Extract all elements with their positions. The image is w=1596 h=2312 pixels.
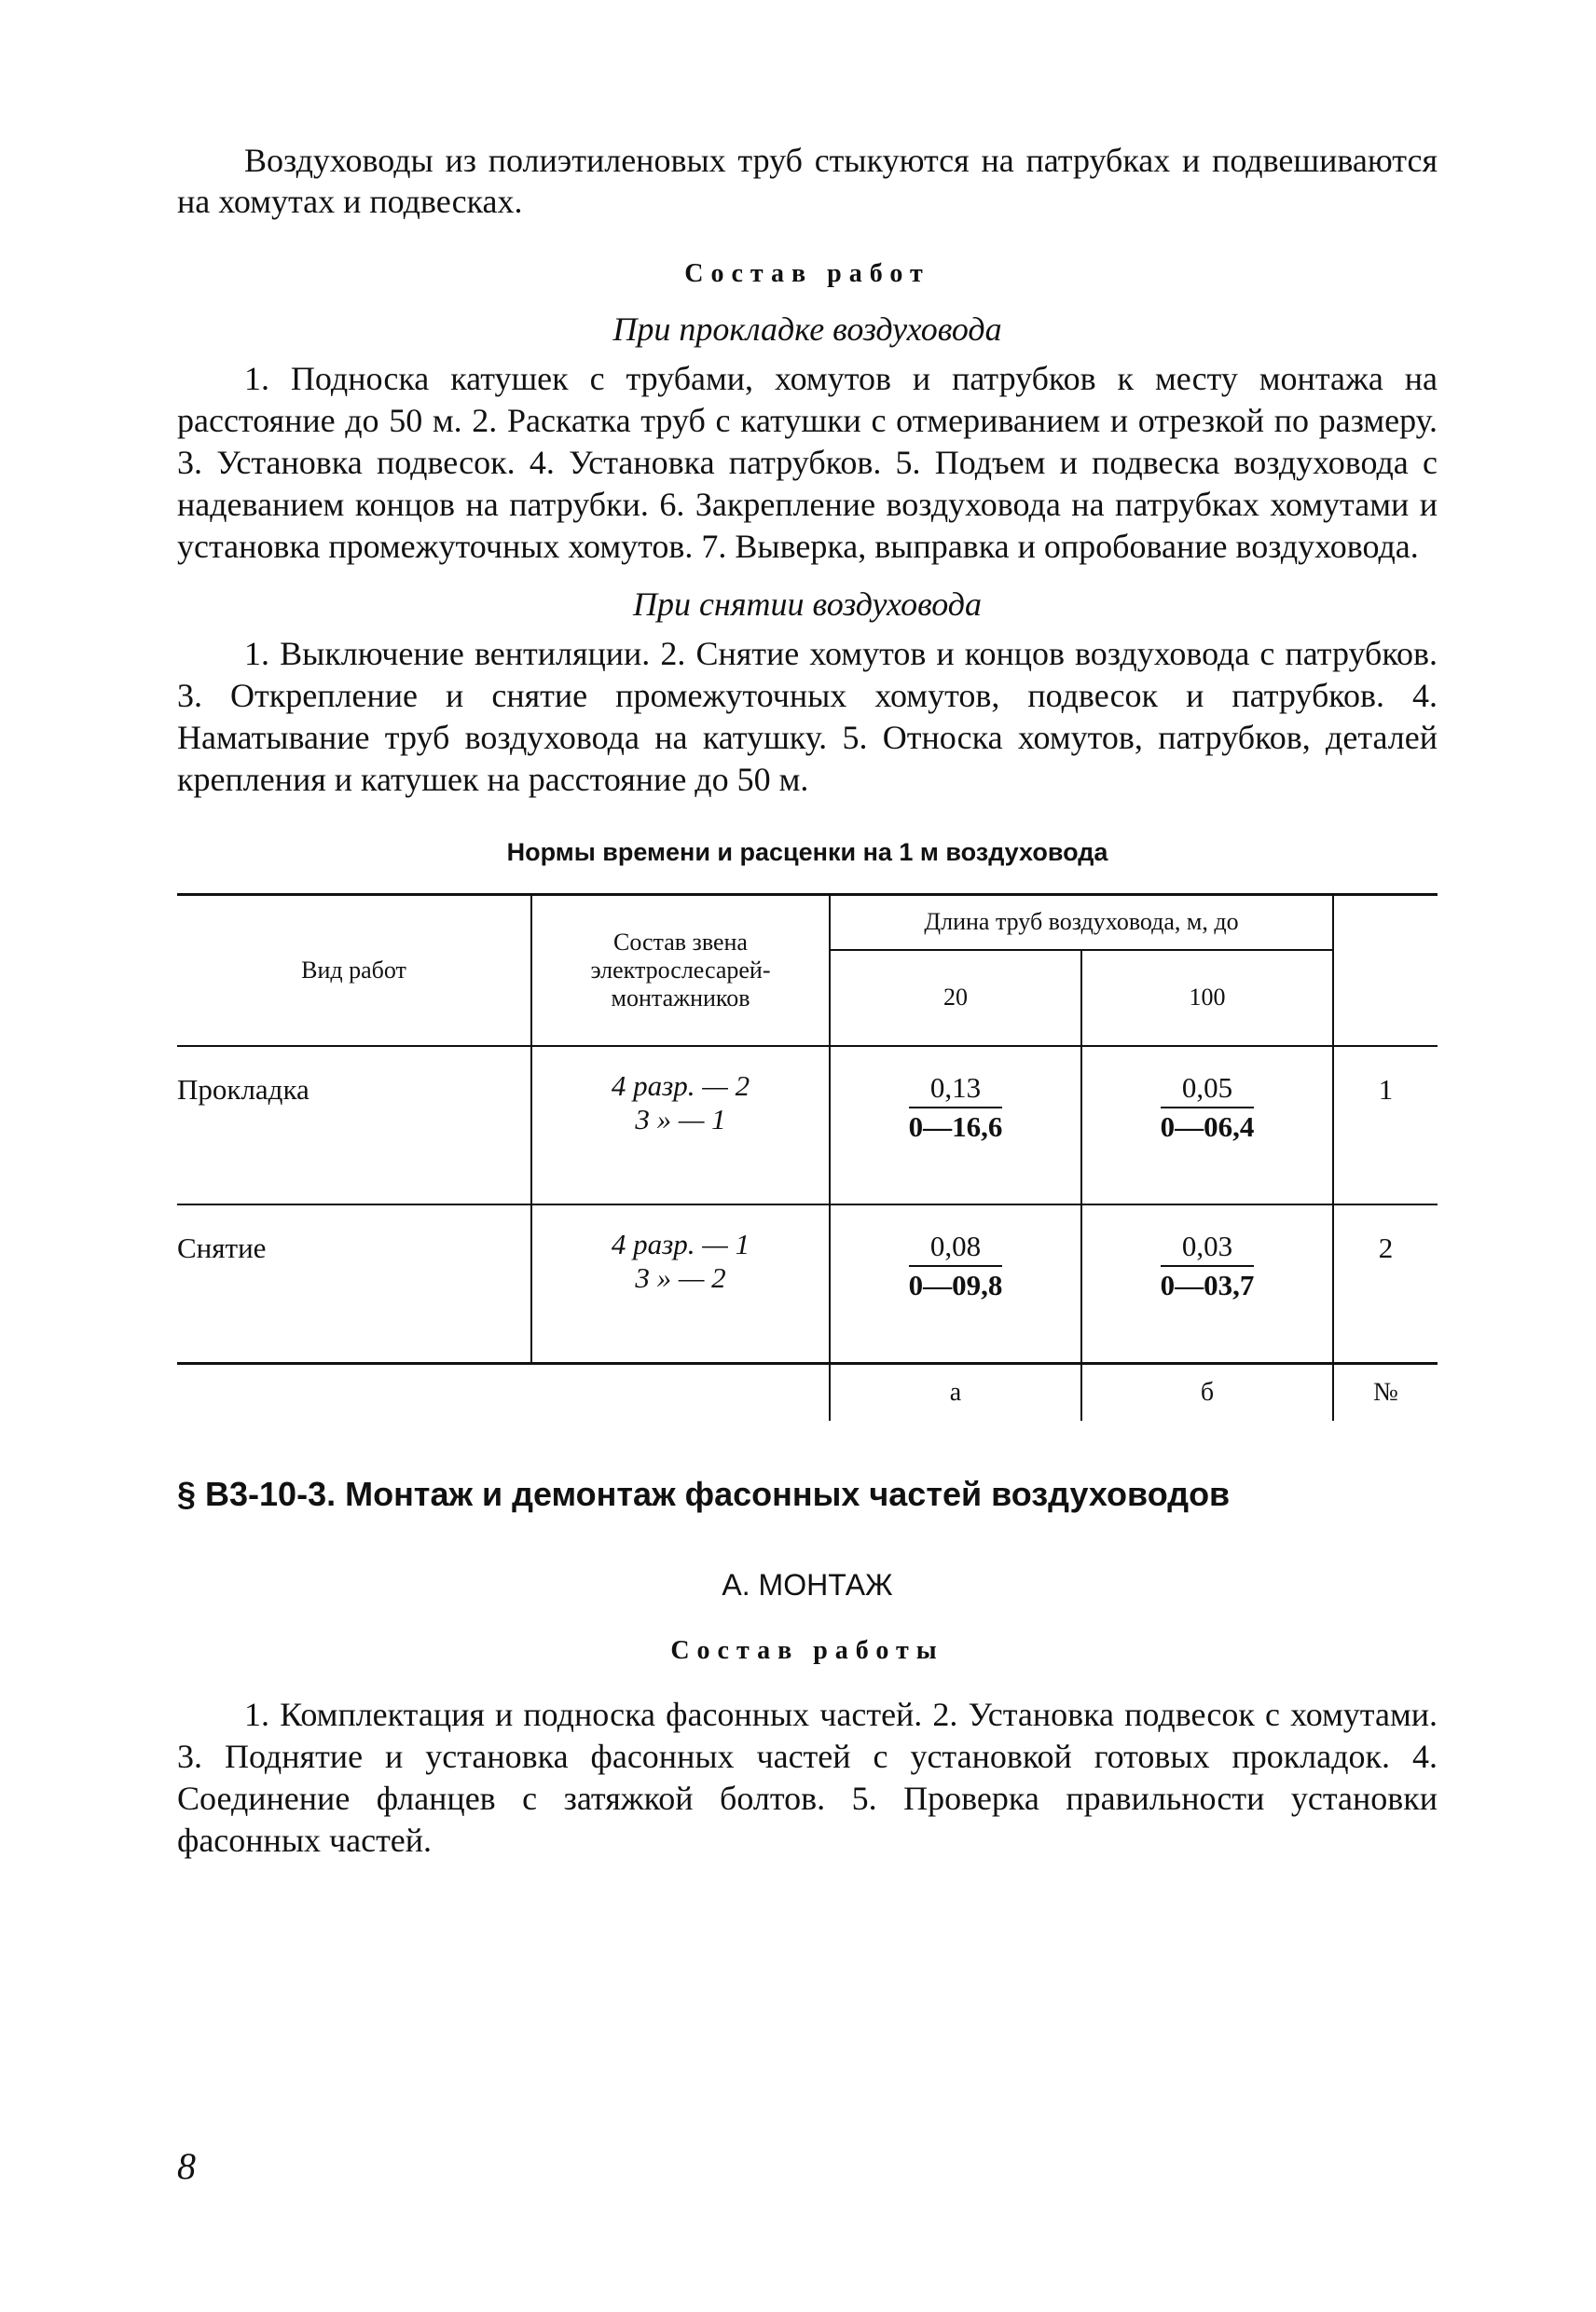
section-title: § В3-10-3. Монтаж и демонтаж фасонных частей воздуховодов [177, 1475, 1231, 1513]
laying-paragraph: 1. Подноска катушек с трубами, хомутов и патрубков к месту монтажа на расстояние до 50 м. 2. Раскатка труб с катушки с отмериванием и отрезкой по размеру. 3. Установка подвесок. 4. Установка патрубков. 5. Подъем и подвеска воздуховода с надеванием концов на патрубки. 6. Закрепление воздуховода на патрубках хомутами и установка промежуточных хомутов. 7. Выверка, выправка и опробование воздуховода. [177, 360, 1438, 565]
table-footer-row [177, 1364, 1438, 1422]
header-crew: Состав звена электрослесарей-монтажников [531, 895, 830, 1047]
row-number: 2 [1378, 1232, 1394, 1264]
table-caption: Нормы времени и расценки на 1 м воздуховода [506, 838, 1108, 866]
footer-col-number: № [1373, 1378, 1398, 1407]
crew-line: 3 » — 2 [635, 1261, 726, 1294]
removal-heading: При снятии воздуховода [632, 585, 983, 623]
intro-paragraph: Воздуховоды из полиэтиленовых труб стыкуются на патрубках и подвешиваются на хомутах и подвесках. [177, 142, 1438, 220]
row-value-20 [830, 1204, 1081, 1364]
time-norm: 0,03 [1161, 1230, 1255, 1267]
price-rate: 0—06,4 [1160, 1110, 1255, 1143]
row-value-100 [1081, 1046, 1333, 1204]
row-crew [531, 1046, 830, 1204]
price-rate: 0—03,7 [1160, 1269, 1255, 1301]
row-work-type: Снятие [177, 1204, 531, 1364]
section-heading-work-composition-2: Состав работы [670, 1636, 944, 1665]
crew-line: 4 разр. — 1 [611, 1228, 750, 1260]
row-value-100 [1081, 1204, 1333, 1364]
removal-paragraph: 1. Выключение вентиляции. 2. Снятие хомутов и концов воздуховода с патрубков. 3. Открепление и снятие промежуточных хомутов, подвесок и патрубков. 4. Наматывание труб воздуховода на катушку. 5. Относка хомутов, патрубков, деталей крепления и катушек на расстояние до 50 м. [177, 635, 1438, 798]
price-rate: 0—16,6 [908, 1110, 1003, 1143]
footer-empty [531, 1364, 830, 1422]
row-number: 1 [1378, 1073, 1394, 1106]
row-work-type: Прокладка [177, 1046, 531, 1204]
time-norm: 0,05 [1161, 1071, 1255, 1108]
page-number: 8 [177, 2145, 196, 2187]
table-row [177, 1046, 1438, 1204]
footer-col-b: б [1081, 1364, 1333, 1422]
document-page [177, 140, 1438, 1862]
header-number-empty [1333, 895, 1438, 1047]
footer-empty [177, 1364, 531, 1422]
crew-line: 4 разр. — 2 [611, 1069, 750, 1102]
part-heading: А. МОНТАЖ [722, 1568, 893, 1602]
row-crew [531, 1204, 830, 1364]
footer-col-a: а [830, 1364, 1081, 1422]
header-length-100: 100 [1081, 950, 1333, 1046]
rate-fraction [909, 1230, 1003, 1302]
assembly-paragraph: 1. Комплектация и подноска фасонных частей. 2. Установка подвесок с хомутами. 3. Поднятие и установка фасонных частей с установкой готовых прокладок. 4. Соединение фланцев с затяжкой болтов. 5. Проверка правильности установки фасонных частей. [177, 1696, 1438, 1859]
row-value-20 [830, 1046, 1081, 1204]
rate-fraction [909, 1071, 1003, 1144]
laying-heading: При прокладке воздуховода [612, 310, 1002, 348]
section-heading-work-composition: Состав работ [684, 259, 930, 288]
rate-fraction [1161, 1071, 1255, 1144]
price-rate: 0—09,8 [908, 1269, 1003, 1301]
header-length-20: 20 [830, 950, 1081, 1046]
header-pipe-length: Длина труб воздуховода, м, до [830, 895, 1333, 950]
header-work-type: Вид работ [177, 895, 531, 1047]
norms-table [177, 893, 1438, 1421]
time-norm: 0,08 [909, 1230, 1003, 1267]
table-row [177, 1204, 1438, 1364]
rate-fraction [1161, 1230, 1255, 1302]
time-norm: 0,13 [909, 1071, 1003, 1108]
crew-line: 3 » — 1 [635, 1103, 726, 1135]
